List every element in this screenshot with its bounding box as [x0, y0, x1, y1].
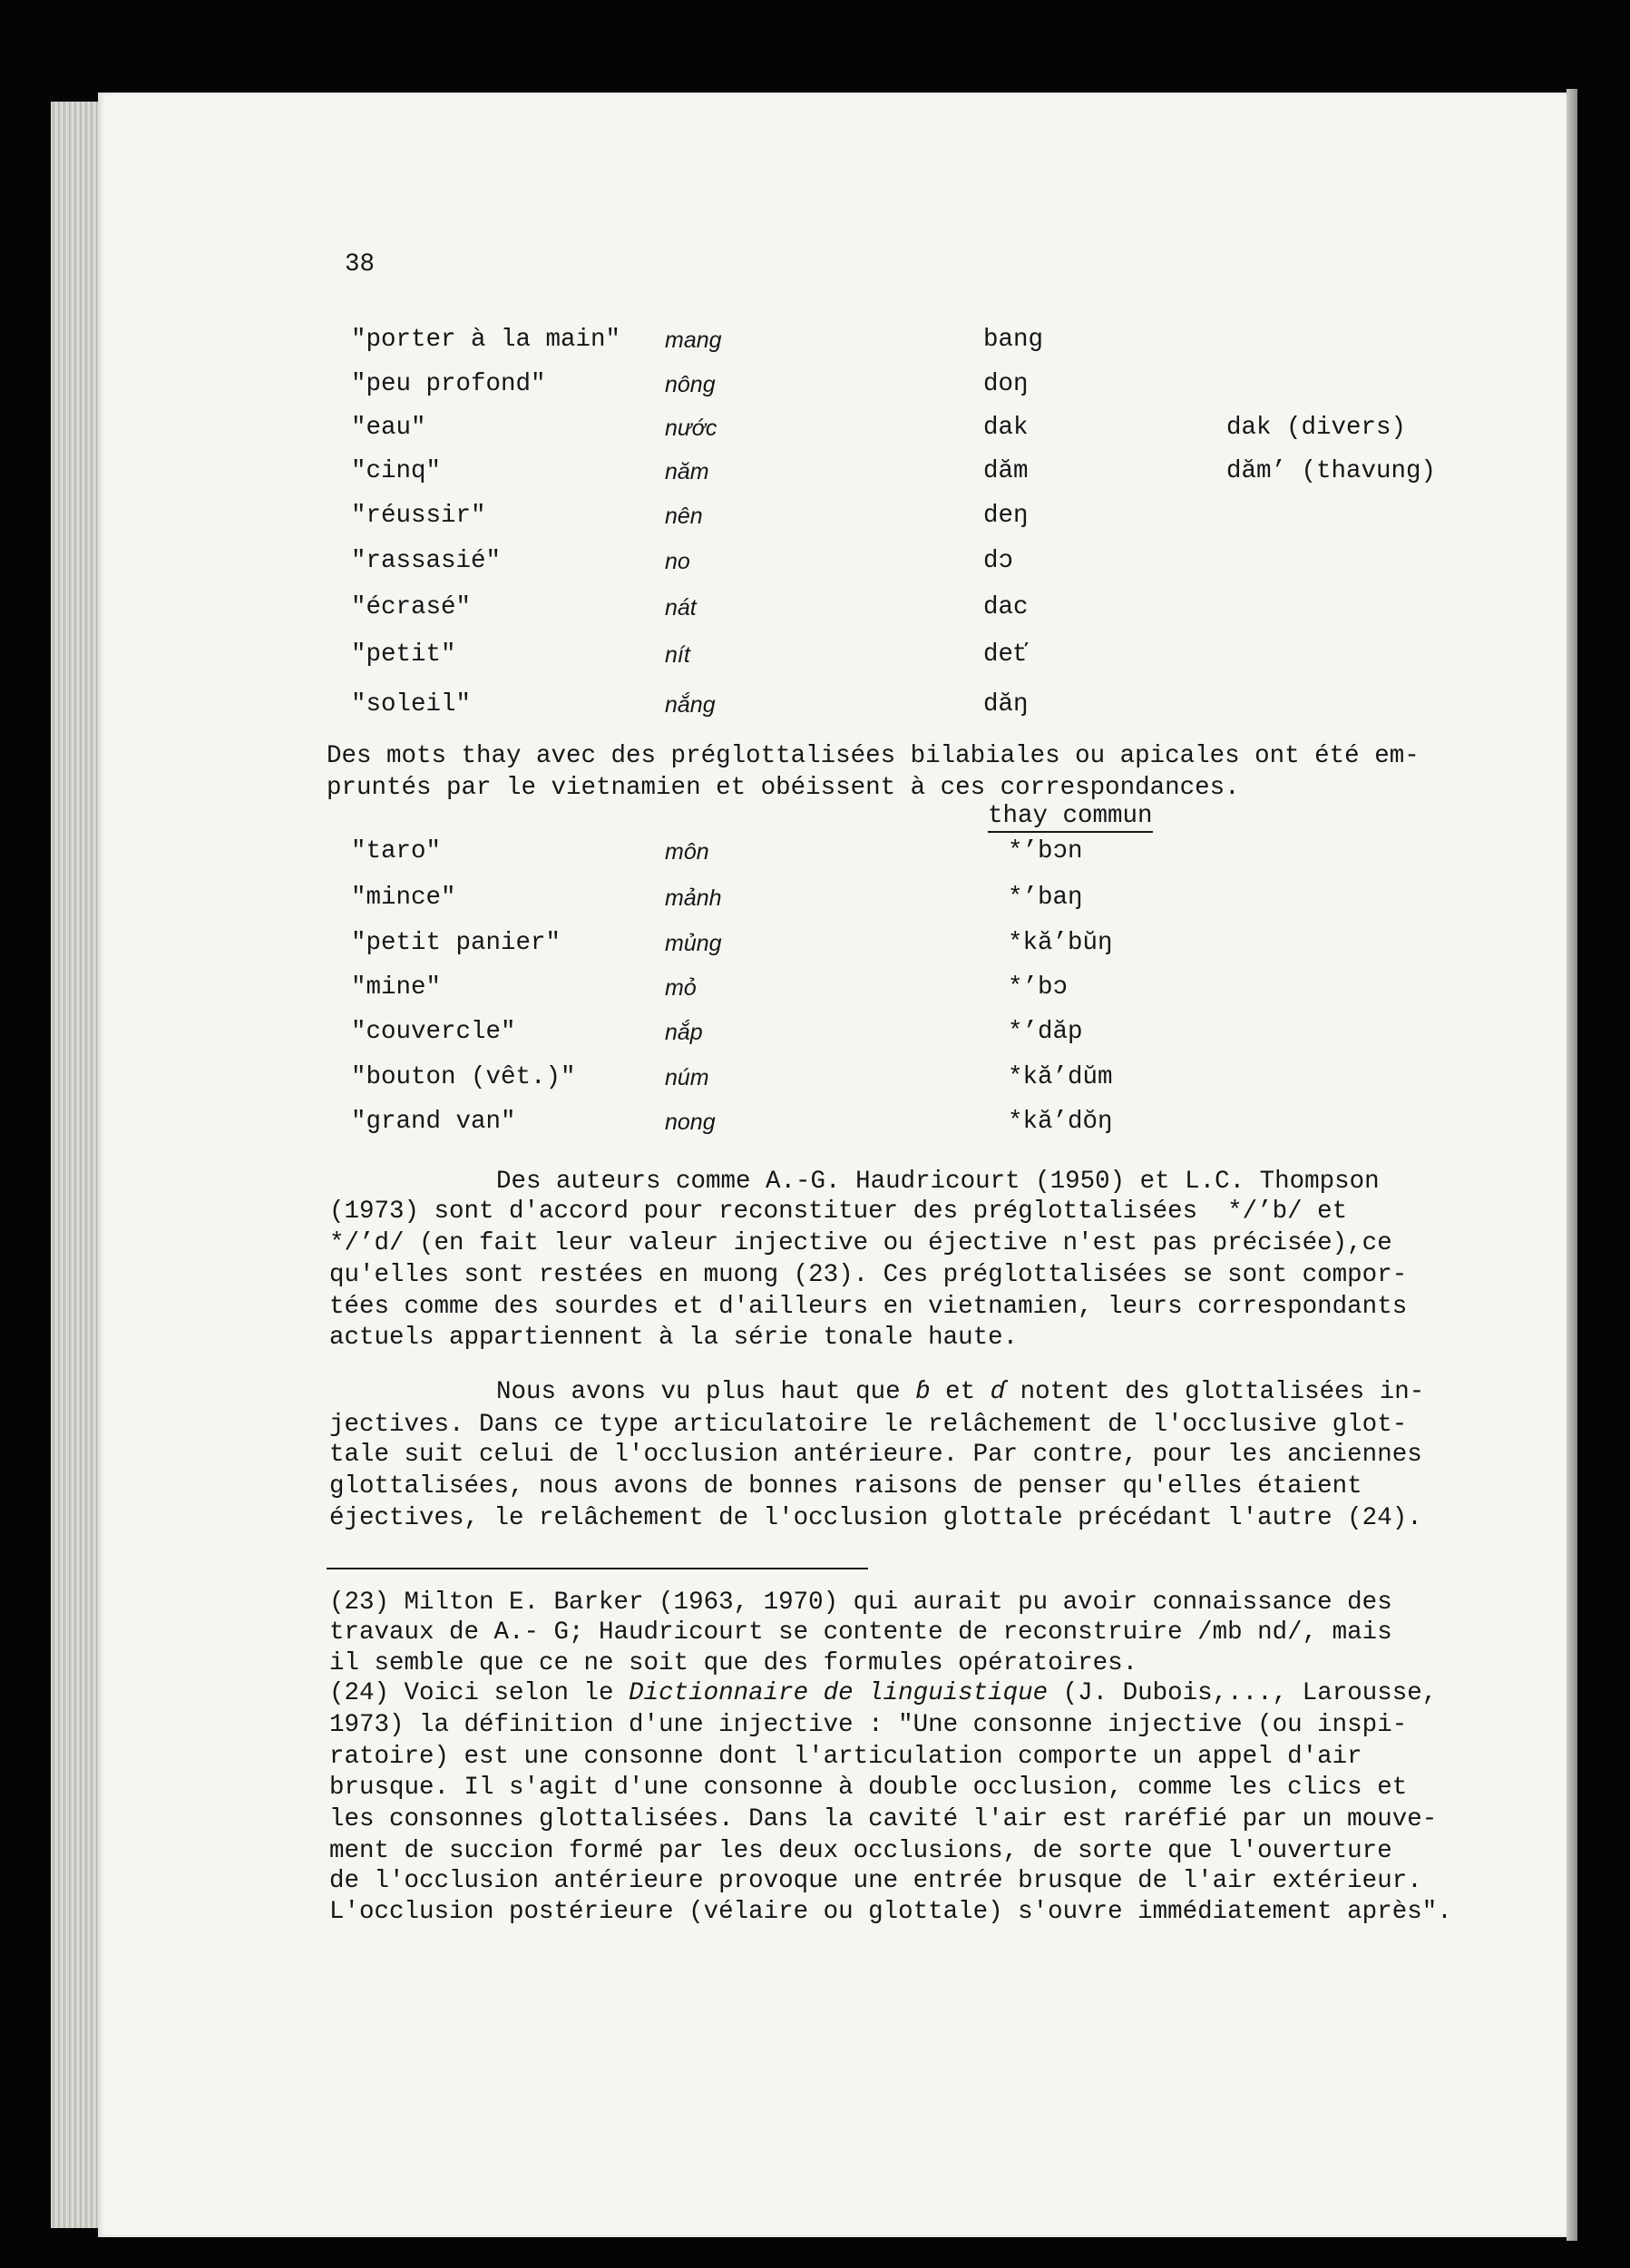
paragraph-line: pruntés par le vietnamien et obéissent à ces correspondances.: [327, 774, 1240, 802]
vietnamese-word: nắng: [665, 692, 716, 718]
vietnamese-word: môn: [665, 839, 709, 865]
table1-row: [0, 413, 1630, 444]
thay-commun-form: *kă’dŏŋ: [1008, 1108, 1113, 1136]
vietnamese-word: mỏ: [665, 975, 697, 1001]
thay-form: dak: [983, 414, 1029, 442]
paragraph-line: jectives. Dans ce type articulatoire le relâchement de l'occlusive glot-: [329, 1411, 1408, 1439]
gloss: "taro": [351, 837, 442, 865]
paragraph-line: qu'elles sont restées en muong (23). Ces préglottalisées se sont compor-: [329, 1261, 1408, 1289]
table2-row: [0, 928, 1630, 959]
thay-commun-form: *’bɔn: [1008, 837, 1083, 865]
table1-row: [0, 325, 1630, 356]
vietnamese-word: nắp: [665, 1020, 703, 1045]
vietnamese-word: nông: [665, 372, 716, 397]
paragraph-line: éjectives, le relâchement de l'occlusion glottale précédant l'autre (24).: [329, 1504, 1422, 1532]
gloss: "petit": [351, 640, 456, 669]
gloss: "peu profond": [351, 370, 546, 398]
thay-commun-form: *’dăp: [1008, 1018, 1083, 1046]
thay-commun-form: *’bɔ: [1008, 973, 1069, 1002]
book-title: Dictionnaire de linguistique: [629, 1679, 1049, 1707]
paragraph-line: actuels appartiennent à la série tonale haute.: [329, 1324, 1019, 1352]
table2-row: [0, 883, 1630, 914]
italic-symbol-b: ɓ: [915, 1378, 931, 1406]
vietnamese-word: mang: [665, 327, 722, 353]
gloss: "réussir": [351, 502, 486, 530]
paragraph-line: glottalisées, nous avons de bonnes raisons de penser qu'elles étaient: [329, 1472, 1362, 1501]
gloss: "porter à la main": [351, 326, 621, 354]
paragraph-line: tale suit celui de l'occlusion antérieure. Par contre, pour les anciennes: [329, 1441, 1422, 1469]
table2-row: [0, 973, 1630, 1003]
table1-row: [0, 501, 1630, 532]
paragraph-line: */’d/ (en fait leur valeur injective ou éjective n'est pas précisée),ce: [329, 1229, 1392, 1257]
table1-row: [0, 369, 1630, 400]
footnote-line: de l'occlusion antérieure provoque une entrée brusque de l'air extérieur.: [329, 1867, 1422, 1895]
table1-row: [0, 592, 1630, 623]
table2-row: [0, 1107, 1630, 1138]
thay-form: doŋ: [983, 370, 1029, 398]
footnote-line: 1973) la définition d'une injective : "Une consonne injective (ou inspi-: [329, 1711, 1408, 1739]
footnote-rule: [327, 1568, 868, 1569]
footnote-line: les consonnes glottalisées. Dans la cavité l'air est raréfié par un mouve-: [329, 1805, 1438, 1833]
table1-row: [0, 546, 1630, 577]
vietnamese-word: nong: [665, 1110, 716, 1135]
vietnamese-word: nên: [665, 503, 703, 529]
gloss: "mine": [351, 973, 442, 1002]
column-header-thay-commun: thay commun: [988, 802, 1153, 833]
thay-form: dac: [983, 593, 1029, 621]
vietnamese-word: núm: [665, 1065, 709, 1090]
page-number: 38: [345, 250, 376, 279]
footnote-line: ratoire) est une consonne dont l'articulation comporte un appel d'air: [329, 1743, 1362, 1771]
gloss: "eau": [351, 414, 426, 442]
vietnamese-word: năm: [665, 459, 709, 484]
gloss: "couvercle": [351, 1018, 516, 1046]
text-segment: notent des glottalisées in-: [1005, 1378, 1425, 1406]
gloss: "grand van": [351, 1108, 516, 1136]
footnote-line: [329, 1678, 1437, 1709]
thay-form: dɔ: [983, 547, 1014, 575]
table1-row: [0, 689, 1630, 720]
gloss: "soleil": [351, 690, 472, 719]
vietnamese-word: nước: [665, 415, 717, 441]
table2-row: [0, 1062, 1630, 1093]
footnote-line: brusque. Il s'agit d'une consonne à double occlusion, comme les clics et: [329, 1774, 1408, 1802]
thay-form: bang: [983, 326, 1044, 354]
vietnamese-word: mảnh: [665, 885, 722, 911]
vietnamese-word: nát: [665, 595, 697, 621]
gloss: "rassasié": [351, 547, 502, 575]
footnote-line: travaux de A.- G; Haudricourt se contente de reconstruire /mb nd/, mais: [329, 1618, 1392, 1647]
paragraph-line: tées comme des sourdes et d'ailleurs en vietnamien, leurs correspondants: [329, 1293, 1408, 1321]
paragraph-line: Des mots thay avec des préglottalisées bilabiales ou apicales ont été em-: [327, 742, 1420, 770]
table1-row: [0, 456, 1630, 487]
italic-symbol-d: ɗ: [990, 1378, 1006, 1406]
thay-form: deť: [983, 640, 1029, 669]
gloss: "bouton (vêt.)": [351, 1063, 576, 1091]
paragraph-line: (1973) sont d'accord pour reconstituer des préglottalisées */’b/ et: [329, 1198, 1348, 1226]
footnote-line: L'occlusion postérieure (vélaire ou glottale) s'ouvre immédiatement après".: [329, 1898, 1452, 1926]
thay-form: deŋ: [983, 502, 1029, 530]
gloss: "cinq": [351, 457, 442, 485]
paragraph-line: Des auteurs comme A.-G. Haudricourt (1950) et L.C. Thompson: [496, 1168, 1380, 1196]
other-language-form: dăm’ (thavung): [1226, 457, 1437, 485]
thay-commun-form: *kă’bŭŋ: [1008, 929, 1113, 957]
paragraph-line: [496, 1377, 1424, 1408]
table1-row: [0, 640, 1630, 670]
gloss: "petit panier": [351, 929, 561, 957]
table2-row: [0, 836, 1630, 867]
vietnamese-word: no: [665, 549, 690, 574]
footnote-line: (23) Milton E. Barker (1963, 1970) qui aurait pu avoir connaissance des: [329, 1589, 1392, 1617]
gloss: "écrasé": [351, 593, 472, 621]
vietnamese-word: nít: [665, 642, 690, 668]
gloss: "mince": [351, 884, 456, 912]
table2-row: [0, 1017, 1630, 1048]
footnote-line: il semble que ce ne soit que des formules opératoires.: [329, 1649, 1138, 1677]
thay-commun-form: *kă’dŭm: [1008, 1063, 1113, 1091]
thay-form: dăŋ: [983, 690, 1029, 719]
footnote-line: ment de succion formé par les deux occlusions, de sorte que l'ouverture: [329, 1837, 1392, 1865]
text-segment: (24) Voici selon le: [329, 1679, 630, 1707]
text-segment: Nous avons vu plus haut que: [496, 1378, 916, 1406]
text-segment: et: [930, 1378, 991, 1406]
vietnamese-word: mủng: [665, 931, 722, 956]
thay-commun-form: *’baŋ: [1008, 884, 1083, 912]
thay-form: dăm: [983, 457, 1029, 485]
text-segment: (J. Dubois,..., Larousse,: [1048, 1679, 1438, 1707]
other-language-form: dak (divers): [1226, 414, 1407, 442]
